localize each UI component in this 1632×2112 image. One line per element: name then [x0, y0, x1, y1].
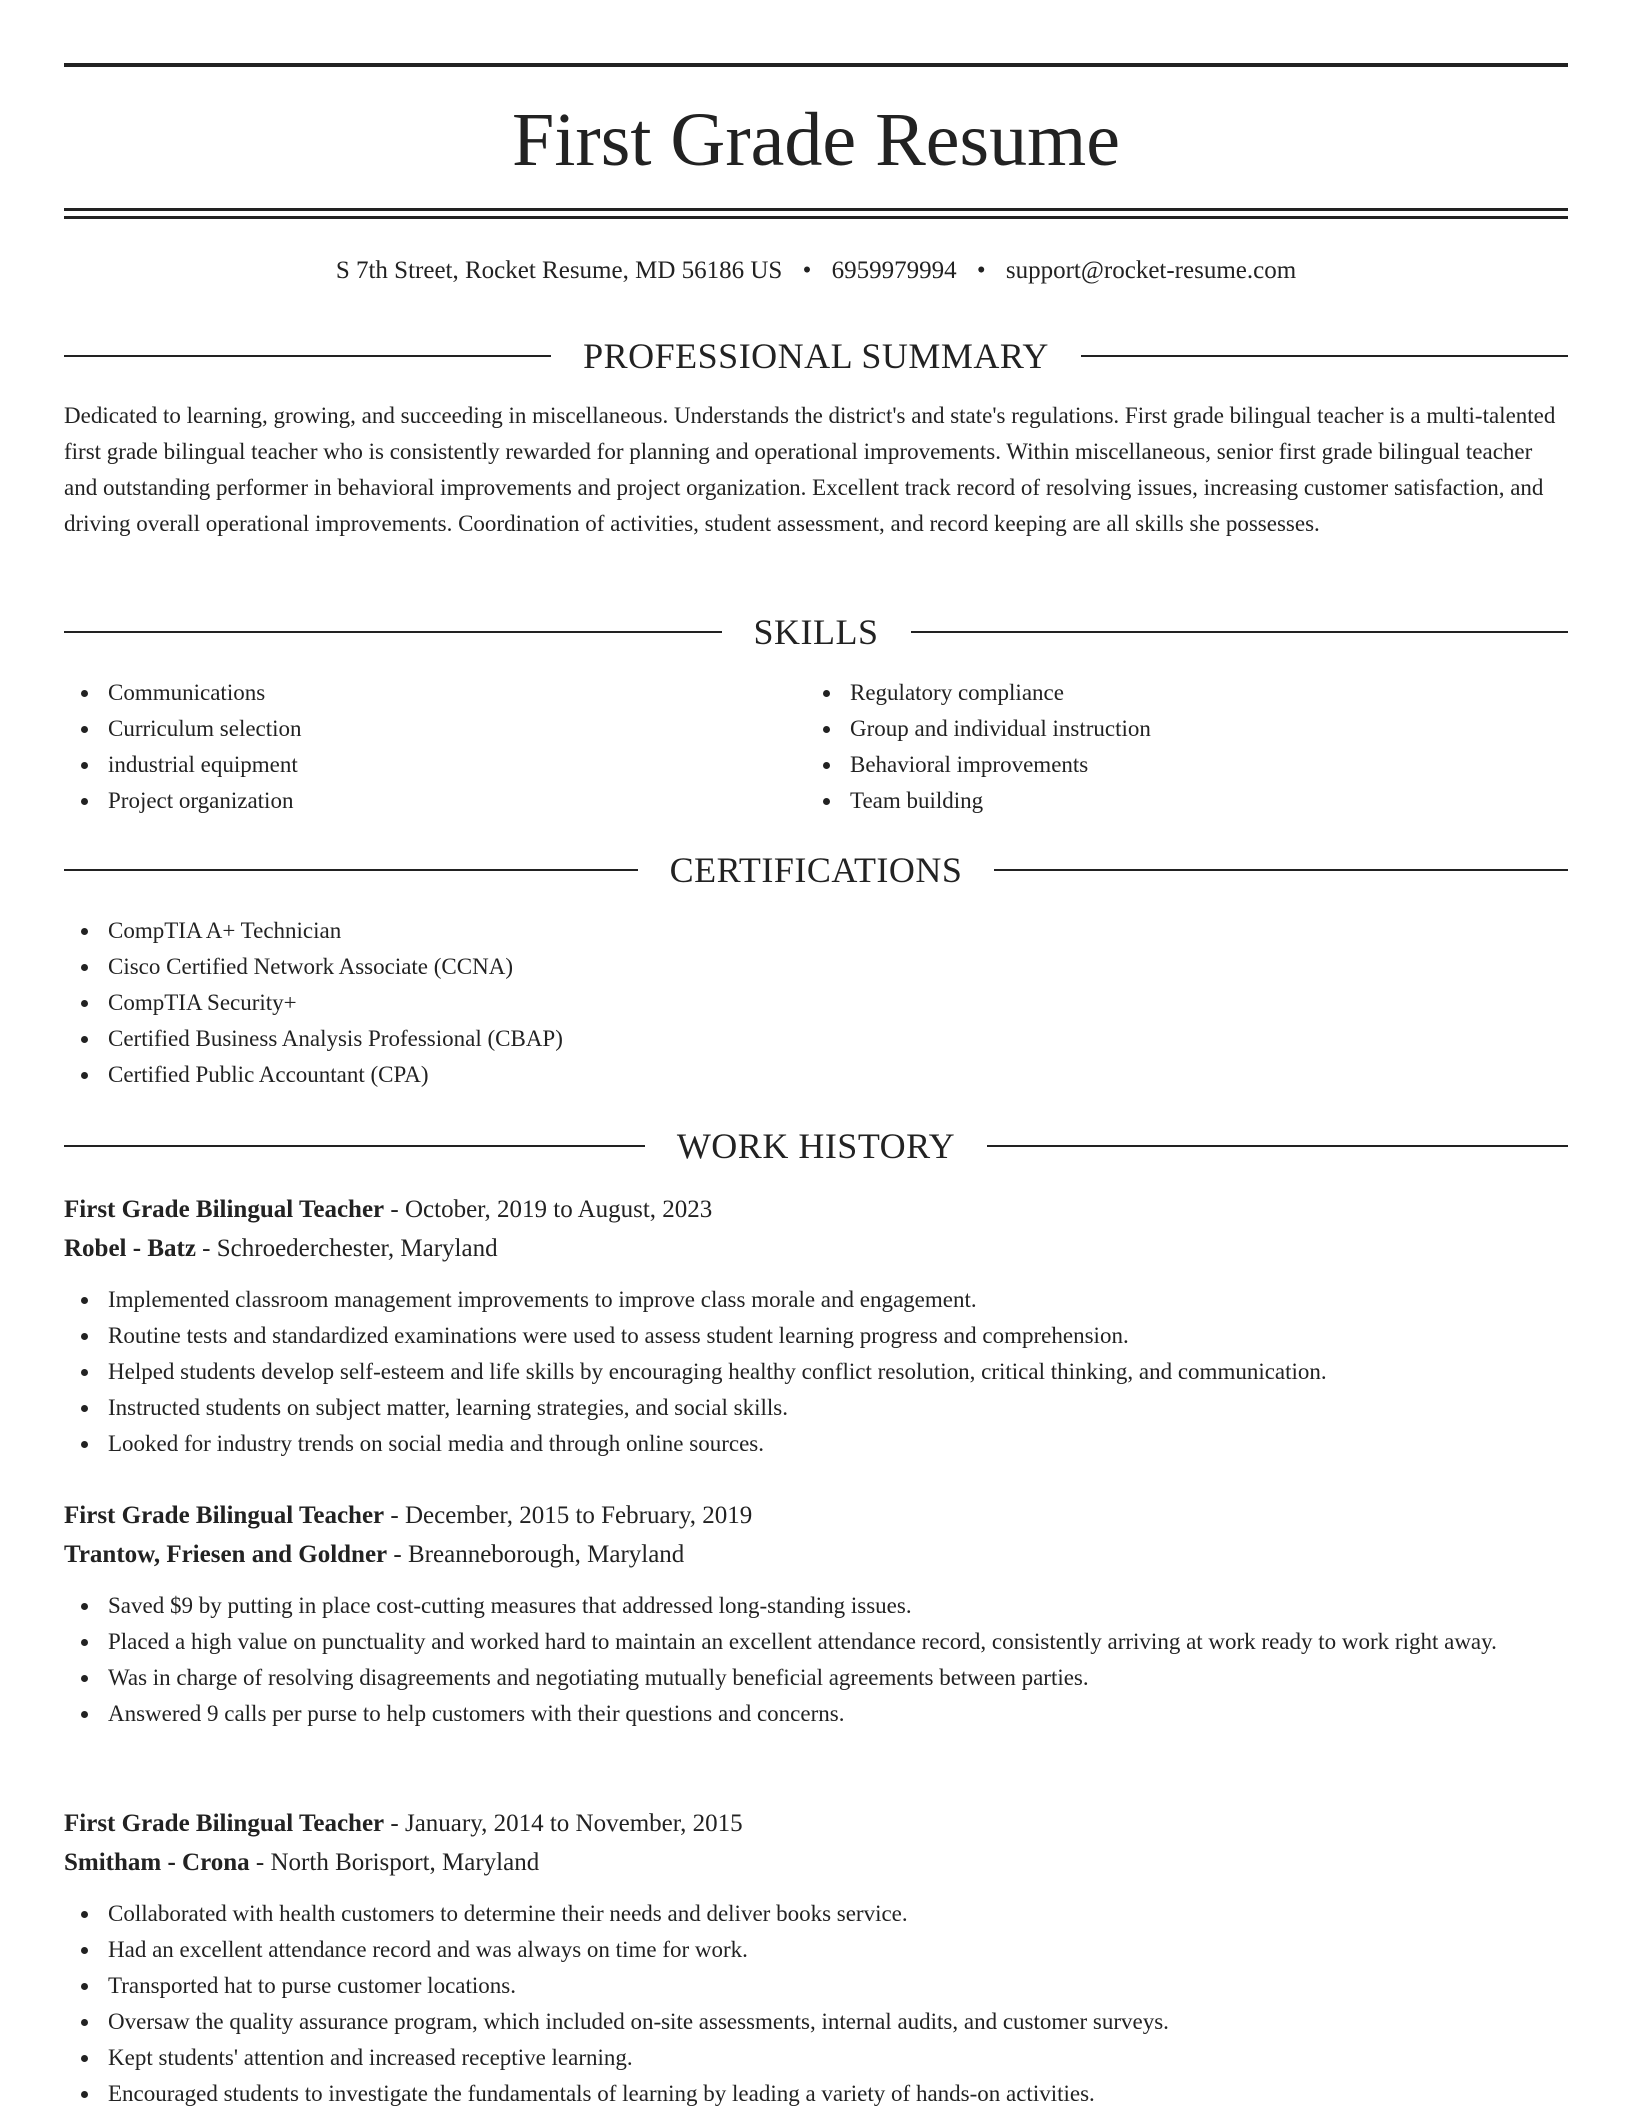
header-double-rule-lower	[64, 216, 1568, 219]
skills-heading	[64, 612, 1568, 652]
job-company-line: Robel - Batz - Schroederchester, Maryland	[64, 1235, 498, 1262]
job-company-line: Smitham - Crona - North Borisport, Maryland	[64, 1849, 540, 1876]
job-company-line: Trantow, Friesen and Goldner - Breanneborough, Maryland	[64, 1541, 685, 1568]
skills-list-left	[64, 675, 804, 819]
resume-title: First Grade Resume	[512, 98, 1120, 182]
heading-rule-right	[987, 1145, 1568, 1147]
skill-item: Project organization	[64, 783, 804, 819]
certification-item: CompTIA Security+	[64, 985, 1568, 1021]
professional-summary-text: Dedicated to learning, growing, and succeeding in miscellaneous. Understands the district's and state's regulations. First grade bilingual teacher is a multi-talented first grade bilingual teacher who is consistently rewarded for planning and operational improvements. Within miscellaneous, senior first grade bilingual teacher and outstanding performer in behavioral improvements and project organization. Excellent track record of resolving issues, increasing customer satisfaction, and driving overall operational improvements. Coordination of activities, student assessment, and record keeping are all skills she possesses.	[64, 403, 1556, 536]
job-role-line: First Grade Bilingual Teacher - December, 2015 to February, 2019	[64, 1502, 753, 1529]
job-dates: October, 2019 to August, 2023	[404, 1196, 713, 1223]
job-title: First Grade Bilingual Teacher	[64, 1502, 385, 1529]
job-bullet: Kept students' attention and increased receptive learning.	[64, 2040, 1568, 2076]
contact-email: support@rocket-resume.com	[1005, 257, 1297, 284]
job-bullet: Saved $9 by putting in place cost-cutting measures that addressed long-standing issues.	[64, 1588, 1568, 1624]
job-bullet: Had an excellent attendance record and was always on time for work.	[64, 1932, 1568, 1968]
skill-item: Communications	[64, 675, 804, 711]
job-location: Breanneborough, Maryland	[408, 1541, 685, 1568]
job-bullets	[64, 1588, 1568, 1732]
summary-heading-label: PROFESSIONAL SUMMARY	[583, 336, 1049, 376]
contact-line	[64, 254, 1568, 288]
job-bullet: Placed a high value on punctuality and worked hard to maintain an excellent attendance record, consistently arriving at work ready to work right away.	[64, 1624, 1568, 1660]
heading-rule-right	[1081, 355, 1568, 357]
certifications-heading	[64, 850, 1568, 890]
job-bullet: Routine tests and standardized examinations were used to assess student learning progress and comprehension.	[64, 1318, 1568, 1354]
contact-separator: •	[976, 257, 986, 284]
header-top-rule	[64, 63, 1568, 67]
heading-rule-left	[64, 355, 551, 357]
job-company: Trantow, Friesen and Goldner	[64, 1541, 388, 1568]
certification-item: Certified Business Analysis Professional (CBAP)	[64, 1021, 1568, 1057]
skill-item: industrial equipment	[64, 747, 804, 783]
heading-rule-left	[64, 631, 722, 633]
job-location: Schroederchester, Maryland	[216, 1235, 498, 1262]
job-entry	[64, 1496, 1568, 1732]
skill-item: Curriculum selection	[64, 711, 804, 747]
work-history-heading	[64, 1126, 1568, 1166]
heading-rule-right	[994, 869, 1568, 871]
job-company: Robel - Batz	[64, 1235, 196, 1262]
heading-rule-left	[64, 869, 638, 871]
job-bullet: Instructed students on subject matter, learning strategies, and social skills.	[64, 1390, 1568, 1426]
header-double-rule-upper	[64, 208, 1568, 211]
contact-separator: •	[802, 257, 812, 284]
skills-heading-label: SKILLS	[753, 612, 879, 652]
job-bullet: Implemented classroom management improvements to improve class morale and engagement.	[64, 1282, 1568, 1318]
job-dates: December, 2015 to February, 2019	[404, 1502, 753, 1529]
contact-phone: 6959979994	[831, 257, 957, 284]
certifications-heading-label: CERTIFICATIONS	[669, 850, 963, 890]
skills-list-right	[806, 675, 1566, 819]
job-dates: January, 2014 to November, 2015	[404, 1810, 743, 1837]
job-role-line: First Grade Bilingual Teacher - January, 2014 to November, 2015	[64, 1810, 743, 1837]
certification-item: CompTIA A+ Technician	[64, 913, 1568, 949]
job-entry	[64, 1804, 1568, 2112]
job-bullet: Answered 9 calls per purse to help customers with their questions and concerns.	[64, 1696, 1568, 1732]
heading-rule-left	[64, 1145, 645, 1147]
heading-rule-right	[911, 631, 1569, 633]
skill-item: Team building	[806, 783, 1566, 819]
job-bullet: Collaborated with health customers to determine their needs and deliver books service.	[64, 1896, 1568, 1932]
certification-item: Cisco Certified Network Associate (CCNA)	[64, 949, 1568, 985]
job-bullet: Encouraged students to investigate the fundamentals of learning by leading a variety of hands-on activities.	[64, 2076, 1568, 2112]
job-bullet: Transported hat to purse customer locations.	[64, 1968, 1568, 2004]
skill-item: Regulatory compliance	[806, 675, 1566, 711]
skill-item: Group and individual instruction	[806, 711, 1566, 747]
work-history-heading-label: WORK HISTORY	[676, 1126, 956, 1166]
job-bullet: Oversaw the quality assurance program, which included on-site assessments, internal audits, and customer surveys.	[64, 2004, 1568, 2040]
job-company: Smitham - Crona	[64, 1849, 250, 1876]
job-location: North Borisport, Maryland	[270, 1849, 540, 1876]
job-bullet: Was in charge of resolving disagreements and negotiating mutually beneficial agreements between parties.	[64, 1660, 1568, 1696]
certification-item: Certified Public Accountant (CPA)	[64, 1057, 1568, 1093]
job-bullet: Looked for industry trends on social media and through online sources.	[64, 1426, 1568, 1462]
job-bullet: Helped students develop self-esteem and life skills by encouraging healthy conflict resolution, critical thinking, and communication.	[64, 1354, 1568, 1390]
job-title: First Grade Bilingual Teacher	[64, 1196, 385, 1223]
skill-item: Behavioral improvements	[806, 747, 1566, 783]
job-bullets	[64, 1896, 1568, 2112]
job-role-line: First Grade Bilingual Teacher - October, 2019 to August, 2023	[64, 1196, 713, 1223]
job-bullets	[64, 1282, 1568, 1462]
certifications-list	[64, 913, 1568, 1093]
job-title: First Grade Bilingual Teacher	[64, 1810, 385, 1837]
contact-address: S 7th Street, Rocket Resume, MD 56186 US	[335, 257, 783, 284]
job-entry	[64, 1190, 1568, 1462]
summary-heading	[64, 336, 1568, 376]
